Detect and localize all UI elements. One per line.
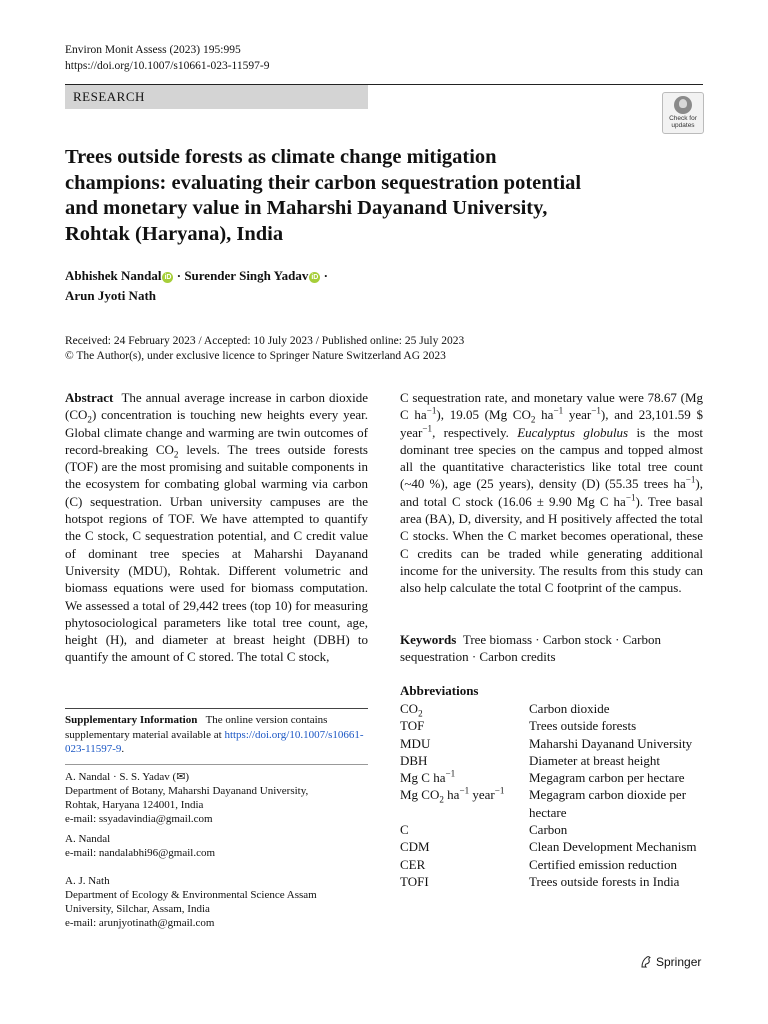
check-badge-line1: Check for [669, 115, 697, 122]
species-name: Eucalyptus globulus [517, 424, 629, 440]
author-separator: · [176, 268, 182, 283]
orcid-icon[interactable]: iD [164, 274, 172, 281]
journal-doi[interactable]: https://doi.org/10.1007/s10661-023-11597-9 [65, 60, 270, 72]
copyright-notice: © The Author(s), under exclusive licence to Springer Nature Switzerland AG 2023 [65, 350, 446, 362]
bookmark-icon [674, 96, 692, 114]
supplementary-heading: Supplementary Information [65, 714, 198, 726]
email-link[interactable]: e-mail: nandalabhi96@gmail.com [65, 847, 216, 859]
keywords-heading: Keywords [400, 632, 457, 647]
abbreviation-row: Mg $CO_2$ $ha^{-1}$ year$^{-1}$ Megagram carbon dioxide per hectare [400, 786, 687, 820]
footnote-rule [65, 708, 368, 709]
author-name[interactable]: Arun Jyoti Nath [65, 288, 157, 303]
email-link[interactable]: e-mail: arunjyotinath@gmail.com [65, 917, 215, 929]
abbreviation-row: TOF Trees outside forests [400, 718, 637, 734]
affiliation-block: A. Nandal e-mail: nandalabhi96@gmail.com [65, 832, 368, 860]
title-line: Rohtak (Haryana), India [65, 222, 284, 245]
affiliation-block: A. J. Nath Department of Ecology & Environmental Science Assam University, Silchar, Assam, India e-mail: arunjyotinath@gmail.com [65, 874, 368, 930]
abstract-text: Abstract The annual average increase in carbon dioxide $(CO_2)$ concentration is touching new heights every year. Global climate change and warming are twin outcomes of record-breaking $CO_2$ levels. The trees outside forests (TOF) are the most promising and suitable components in the ecosystem for combating global warming via carbon (C) sequestration. Urban university campuses are the hotspot regions of TOF. We have attempted to quantify the C stock, C sequestration potential, and C credit value of dominant tree species at Maharshi Dayanand University (MDU), Rohtak. Different volumetric and biomass equations were used for biomass computation. We assessed a total of 29,442 trees (top 10) for measuring phytosociological parameters like total tree count, age, height (H), and diameter at breast height (DBH) to quantify the amount of C stored. The total C stock, [65, 390, 369, 665]
author-name[interactable]: Abhishek Nandal [65, 268, 162, 283]
abbreviation-row: TOFI Trees outside forests in India [400, 873, 680, 889]
dates-received: Received: 24 February 2023 / Accepted: 10 July 2023 / Published online: 25 July 2023 [65, 335, 465, 347]
title-line: Trees outside forests as climate change mitigation [65, 146, 497, 168]
keywords [400, 631, 703, 666]
abstract-text-continued: C sequestration rate, and monetary value were 78.67 (Mg C $ha^{-1}$), 19.05 (Mg $CO_2$ $ha^{-1}$ year$^{-1}$), and 23,101.59 $ year$^{-1}$, respectively. Eucalyptus globulus is the most dominant tree species on the campus and topped almost all the quantitative characteristics like total tree count (~40 %), age (25 years), density (D) (55.35 trees $ha^{-1}$), and total C stock (16.06 ± 9.90 Mg C $ha^{-1}$). Tree basal area (BA), D, diversity, and H positively affected the total C stocks. When the C market becomes operational, these C credits can be traded while generating additional income for the university. The results from this study can also help calculate the total C footprint of the campus. [400, 390, 703, 596]
check-badge-line2: updates [671, 122, 695, 129]
springer-horse-icon [640, 955, 652, 968]
abbreviation-row: CER Certified emission reduction [400, 856, 678, 872]
publisher-logo [640, 955, 701, 969]
supplementary-link[interactable]: https://doi.org/10.1007/s10661-023-11597-9 [65, 728, 364, 755]
abbreviation-row: $CO_2$ Carbon dioxide [400, 701, 610, 719]
author-separator: · [323, 268, 328, 283]
paper-title [65, 145, 675, 247]
keywords-list: Tree biomass · Carbon stock · Carbon sequestration · Carbon credits [400, 632, 661, 665]
abstract-left-column [65, 389, 368, 666]
email-link[interactable]: e-mail: ssyadavindia@gmail.com [65, 813, 213, 825]
affiliation-rule [65, 764, 368, 765]
abbreviations-heading: Abbreviations [400, 683, 479, 698]
author-list [65, 266, 328, 306]
affiliation-block: A. Nandal · S. S. Yadav (✉) Department of Botany, Maharshi Dayanand University, Rohtak, Haryana 124001, India e-mail: ssyadavindia@gmail.com [65, 770, 368, 826]
orcid-icon[interactable]: iD [311, 274, 319, 281]
abstract-heading: Abstract [65, 390, 114, 405]
abbreviations-list [400, 700, 703, 890]
section-label: RESEARCH [65, 85, 368, 109]
author-name[interactable]: Surender Singh Yadav [184, 268, 309, 283]
abbreviation-row: DBH Diameter at breast height [400, 752, 661, 768]
publication-dates [65, 334, 464, 364]
title-line: champions: evaluating their carbon sequestration potential [65, 171, 582, 194]
check-for-updates-badge[interactable] [662, 92, 704, 134]
abbreviation-row: MDU Maharshi Dayanand University [400, 735, 693, 751]
abbreviation-row: CDM Clean Development Mechanism [400, 839, 697, 855]
publisher-name: Springer [656, 955, 702, 969]
journal-header [65, 42, 269, 74]
supplementary-information: Supplementary Information The online version contains supplementary material available at https://doi.org/10.1007/s10661-023-11597-9. [65, 714, 364, 755]
journal-citation: Environ Monit Assess (2023) 195:995 [65, 44, 241, 56]
abbreviation-row: C Carbon [400, 822, 568, 838]
title-line: and monetary value in Maharshi Dayanand University, [65, 197, 548, 219]
abbreviation-row: Mg C $ha^{-1}$ Megagram carbon per hectare [400, 768, 685, 786]
abstract-right-column [400, 389, 703, 597]
